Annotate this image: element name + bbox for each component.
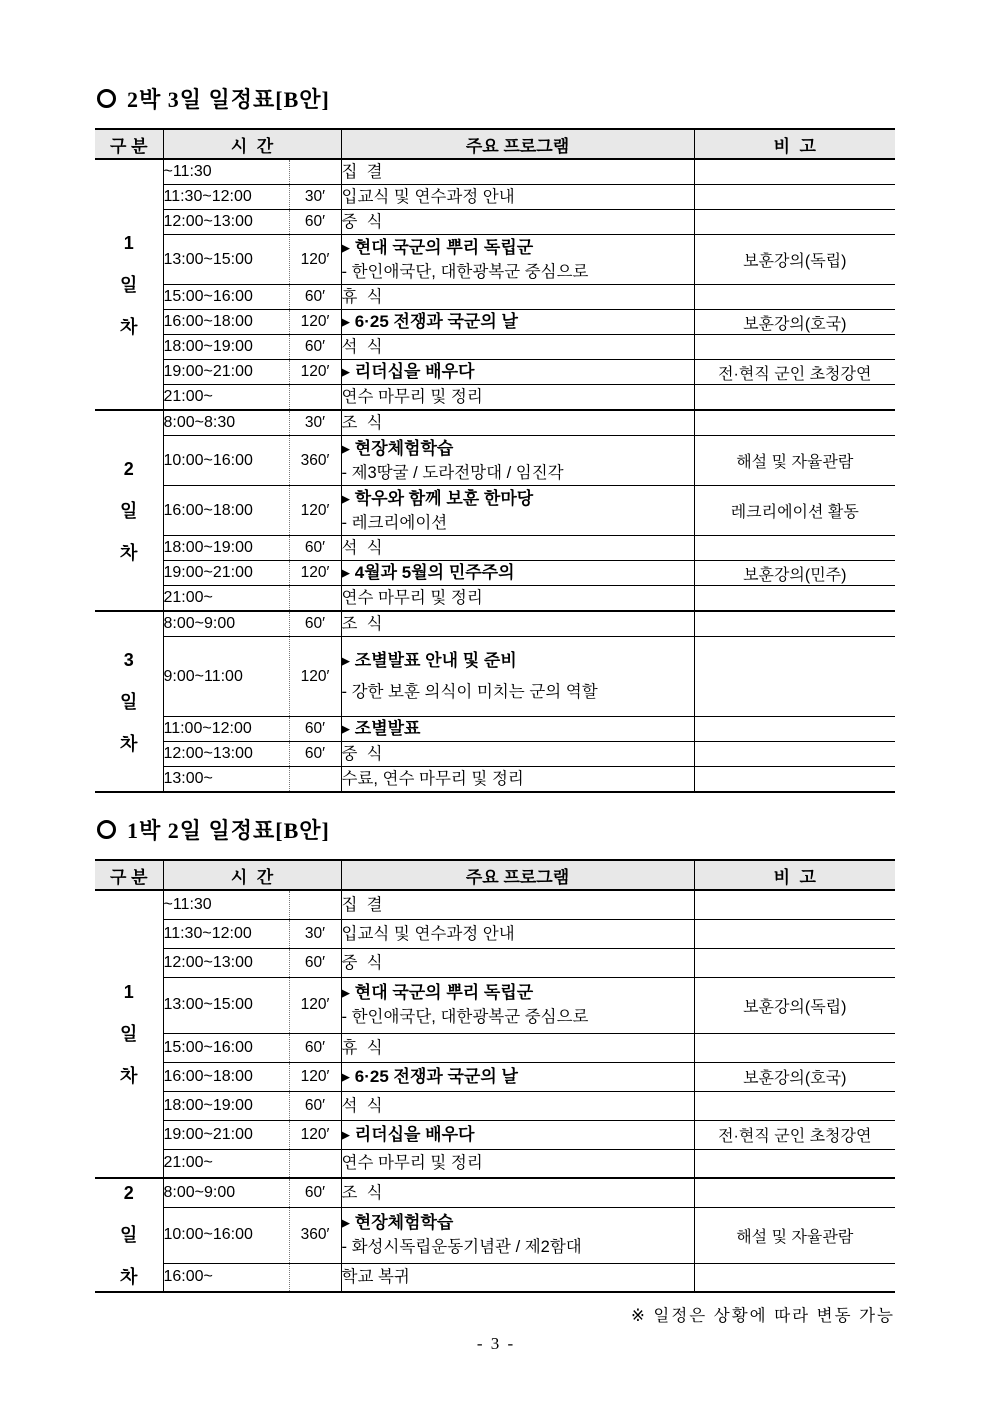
cell-program — [341, 1178, 694, 1207]
cell-program — [341, 890, 694, 919]
cell-time-range: 15:00~16:00 — [163, 1033, 289, 1062]
cell-time-range: 21:00~ — [163, 385, 289, 411]
cell-duration: 120′ — [289, 310, 341, 335]
cell-duration: 120′ — [289, 637, 341, 717]
cell-time-range: 12:00~13:00 — [163, 742, 289, 767]
cell-duration — [289, 1263, 341, 1292]
cell-duration: 30′ — [289, 185, 341, 210]
cell-note: 전·현직 군인 초청강연 — [694, 360, 895, 385]
cell-duration: 60′ — [289, 285, 341, 310]
program-line: ▸ 4월과 5월의 민주주의 — [341, 563, 515, 582]
program-line: ▸ 현장체험학습 — [341, 1213, 454, 1232]
table-row — [95, 436, 895, 486]
day-group-char: 1 — [123, 982, 134, 1002]
cell-duration: 30′ — [289, 919, 341, 948]
table-row — [95, 1033, 895, 1062]
page-number: - 3 - — [476, 1334, 516, 1353]
cell-note: 레크리에이션 활동 — [694, 486, 895, 536]
day-group-char: 차 — [120, 542, 138, 563]
cell-duration: 360′ — [289, 436, 341, 486]
cell-note — [694, 586, 895, 612]
cell-program — [341, 235, 694, 285]
cell-duration: 60′ — [289, 1033, 341, 1062]
cell-note — [694, 742, 895, 767]
cell-time-range: 18:00~19:00 — [163, 1091, 289, 1120]
cell-program — [341, 1120, 694, 1149]
table-row — [95, 1120, 895, 1149]
cell-time-range: 13:00~15:00 — [163, 977, 289, 1033]
program-line: - 레크리에이션 — [341, 513, 448, 532]
cell-note — [694, 767, 895, 793]
cell-note: 보훈강의(호국) — [694, 1062, 895, 1091]
cell-note — [694, 948, 895, 977]
program-line: 중 식 — [341, 745, 383, 763]
cell-note — [694, 335, 895, 360]
cell-duration — [289, 890, 341, 919]
program-line: ▸ 현대 국군의 뿌리 독립군 — [341, 237, 534, 257]
cell-duration: 120′ — [289, 561, 341, 586]
cell-program — [341, 948, 694, 977]
cell-duration: 30′ — [289, 410, 341, 436]
program-line: 입교식 및 연수과정 안내 — [341, 188, 515, 206]
cell-time-range: 11:00~12:00 — [163, 717, 289, 742]
table-row — [95, 410, 895, 436]
schedule-section-1n2d — [95, 815, 895, 1293]
column-header-program: 주요 프로그램 — [341, 860, 694, 890]
program-line: 연수 마무리 및 정리 — [341, 1154, 483, 1173]
cell-time-range: 13:00~15:00 — [163, 235, 289, 285]
day-group-char: 일 — [120, 274, 138, 295]
cell-duration: 120′ — [289, 977, 341, 1033]
program-line: ▸ 6·25 전쟁과 국군의 날 — [341, 1066, 518, 1086]
cell-time-range: 18:00~19:00 — [163, 536, 289, 561]
cell-note — [694, 1033, 895, 1062]
day-group-char: 1 — [123, 232, 134, 253]
table-row — [95, 1062, 895, 1091]
table-row — [95, 977, 895, 1033]
program-line: 수료, 연수 마무리 및 정리 — [341, 770, 524, 788]
cell-program — [341, 486, 694, 536]
cell-note — [694, 1263, 895, 1292]
cell-note — [694, 1149, 895, 1178]
table-row — [95, 717, 895, 742]
cell-note — [694, 717, 895, 742]
program-line: 집 결 — [341, 163, 383, 181]
cell-duration — [289, 385, 341, 411]
cell-note — [694, 1091, 895, 1120]
cell-time-range: 8:00~8:30 — [163, 410, 289, 436]
program-line: ▸ 학우와 함께 보훈 한마당 — [341, 488, 534, 508]
section-title — [97, 84, 895, 112]
cell-time-range: 16:00~18:00 — [163, 486, 289, 536]
table-row — [95, 637, 895, 717]
table-row — [95, 742, 895, 767]
cell-note — [694, 1178, 895, 1207]
program-line: 휴 식 — [341, 288, 383, 306]
cell-duration: 120′ — [289, 360, 341, 385]
program-line: ▸ 리더십을 배우다 — [341, 362, 475, 381]
cell-program — [341, 1033, 694, 1062]
cell-duration: 60′ — [289, 948, 341, 977]
cell-time-range: 16:00~18:00 — [163, 1062, 289, 1091]
day-group-char: 차 — [120, 733, 138, 754]
cell-note — [694, 285, 895, 310]
program-line: - 한인애국단, 대한광복군 중심으로 — [341, 262, 589, 281]
schedule-change-note: ※ 일정은 상황에 따라 변동 가능 — [630, 1307, 895, 1325]
program-line: ▸ 조별발표 — [341, 719, 421, 738]
table-row — [95, 335, 895, 360]
cell-note — [694, 385, 895, 411]
schedule-table — [95, 128, 895, 793]
cell-time-range: 19:00~21:00 — [163, 360, 289, 385]
program-line: ▸ 6·25 전쟁과 국군의 날 — [341, 312, 518, 331]
day-group-char: 차 — [120, 316, 138, 337]
cell-program — [341, 1207, 694, 1263]
table-row — [95, 210, 895, 235]
table-row — [95, 285, 895, 310]
day-group-label — [95, 410, 163, 611]
cell-time-range: 10:00~16:00 — [163, 1207, 289, 1263]
table-row — [95, 1149, 895, 1178]
section-title-text: 1박 2일 일정표[B안] — [127, 817, 330, 843]
cell-time-range: 8:00~9:00 — [163, 611, 289, 637]
cell-time-range: 11:30~12:00 — [163, 919, 289, 948]
table-row — [95, 919, 895, 948]
cell-program — [341, 360, 694, 385]
day-group-label — [95, 611, 163, 792]
cell-note: 보훈강의(독립) — [694, 977, 895, 1033]
header-row — [95, 129, 895, 159]
cell-program — [341, 637, 694, 717]
column-header-group: 구 분 — [95, 129, 163, 159]
table-row — [95, 185, 895, 210]
cell-note — [694, 210, 895, 235]
day-group-char: 일 — [120, 1225, 138, 1245]
cell-duration — [289, 159, 341, 185]
program-line: 석 식 — [341, 1096, 383, 1115]
section-title-text: 2박 3일 일정표[B안] — [127, 86, 330, 112]
cell-program — [341, 159, 694, 185]
cell-program — [341, 919, 694, 948]
day-group-char: 2 — [123, 458, 134, 479]
cell-duration — [289, 1149, 341, 1178]
cell-note — [694, 611, 895, 637]
cell-time-range: 21:00~ — [163, 586, 289, 612]
cell-duration: 60′ — [289, 210, 341, 235]
cell-time-range: ~11:30 — [163, 890, 289, 919]
cell-program — [341, 436, 694, 486]
cell-duration — [289, 586, 341, 612]
schedule-table — [95, 859, 895, 1293]
table-row — [95, 1207, 895, 1263]
cell-time-range: 16:00~ — [163, 1263, 289, 1292]
cell-duration: 60′ — [289, 536, 341, 561]
cell-program — [341, 210, 694, 235]
program-line: ▸ 리더십을 배우다 — [341, 1124, 475, 1144]
cell-note: 해설 및 자율관람 — [694, 436, 895, 486]
cell-program — [341, 767, 694, 793]
day-group-char: 차 — [120, 1267, 138, 1287]
cell-note — [694, 159, 895, 185]
program-line: - 제3땅굴 / 도라전망대 / 임진각 — [341, 463, 564, 482]
program-line: 연수 마무리 및 정리 — [341, 388, 483, 406]
column-header-group: 구 분 — [95, 860, 163, 890]
cell-note: 보훈강의(독립) — [694, 235, 895, 285]
cell-note — [694, 185, 895, 210]
program-line: 조 식 — [341, 1183, 383, 1202]
table-row — [95, 1178, 895, 1207]
cell-duration: 120′ — [289, 1062, 341, 1091]
schedule-section-2n3d — [95, 84, 895, 793]
table-row — [95, 536, 895, 561]
section-title — [97, 815, 895, 843]
program-line: ▸ 현장체험학습 — [341, 438, 454, 458]
program-line: 학교 복귀 — [341, 1268, 410, 1287]
cell-duration: 60′ — [289, 611, 341, 637]
table-row — [95, 486, 895, 536]
cell-program — [341, 335, 694, 360]
cell-note — [694, 536, 895, 561]
cell-program — [341, 310, 694, 335]
cell-duration — [289, 767, 341, 793]
cell-duration: 60′ — [289, 717, 341, 742]
table-row — [95, 561, 895, 586]
program-line: 입교식 및 연수과정 안내 — [341, 924, 515, 943]
cell-time-range: 18:00~19:00 — [163, 335, 289, 360]
circle-bullet-icon — [97, 89, 116, 108]
table-row — [95, 360, 895, 385]
cell-program — [341, 742, 694, 767]
cell-time-range: 12:00~13:00 — [163, 948, 289, 977]
program-line: ▸ 현대 국군의 뿌리 독립군 — [341, 983, 534, 1002]
column-header-time: 시 간 — [163, 129, 341, 159]
program-line: 중 식 — [341, 213, 383, 231]
cell-program — [341, 1062, 694, 1091]
cell-duration: 60′ — [289, 1091, 341, 1120]
day-group-char: 차 — [120, 1066, 138, 1086]
day-group-char: 2 — [123, 1183, 134, 1203]
program-line: - 화성시독립운동기념관 / 제2함대 — [341, 1238, 582, 1256]
cell-time-range: 15:00~16:00 — [163, 285, 289, 310]
cell-program — [341, 285, 694, 310]
cell-program — [341, 561, 694, 586]
cell-time-range: 19:00~21:00 — [163, 1120, 289, 1149]
cell-time-range: 13:00~ — [163, 767, 289, 793]
cell-duration: 60′ — [289, 335, 341, 360]
table-row — [95, 948, 895, 977]
day-group-char: 일 — [120, 1024, 138, 1044]
column-header-program: 주요 프로그램 — [341, 129, 694, 159]
program-line: 석 식 — [341, 539, 383, 557]
day-group-label — [95, 159, 163, 410]
day-group-char: 3 — [123, 649, 134, 670]
cell-program — [341, 1149, 694, 1178]
table-row — [95, 385, 895, 411]
table-row — [95, 235, 895, 285]
cell-time-range: 10:00~16:00 — [163, 436, 289, 486]
cell-duration: 60′ — [289, 1178, 341, 1207]
cell-note: 보훈강의(호국) — [694, 310, 895, 335]
cell-time-range: 21:00~ — [163, 1149, 289, 1178]
cell-program — [341, 1091, 694, 1120]
column-header-time: 시 간 — [163, 860, 341, 890]
cell-program — [341, 586, 694, 612]
program-line: ▸ 조별발표 안내 및 준비 — [341, 651, 517, 670]
circle-bullet-icon — [97, 820, 116, 839]
program-line: 석 식 — [341, 338, 383, 356]
column-header-note: 비 고 — [694, 129, 895, 159]
cell-program — [341, 977, 694, 1033]
cell-duration: 60′ — [289, 742, 341, 767]
table-row — [95, 611, 895, 637]
cell-note: 보훈강의(민주) — [694, 561, 895, 586]
cell-note: 해설 및 자율관람 — [694, 1207, 895, 1263]
program-line: - 한인애국단, 대한광복군 중심으로 — [341, 1008, 589, 1026]
day-group-label — [95, 1178, 163, 1292]
cell-note — [694, 919, 895, 948]
day-group-label — [95, 890, 163, 1178]
cell-note — [694, 890, 895, 919]
day-group-char: 일 — [120, 500, 138, 521]
program-line: 연수 마무리 및 정리 — [341, 589, 483, 607]
cell-duration: 120′ — [289, 486, 341, 536]
table-row — [95, 159, 895, 185]
table-row — [95, 310, 895, 335]
table-row — [95, 890, 895, 919]
cell-duration: 120′ — [289, 1120, 341, 1149]
cell-note: 전·현직 군인 초청강연 — [694, 1120, 895, 1149]
program-line: - 강한 보훈 의식이 미치는 군의 역할 — [341, 683, 598, 701]
table-row — [95, 1263, 895, 1292]
program-line: 휴 식 — [341, 1038, 383, 1057]
cell-program — [341, 717, 694, 742]
cell-program — [341, 185, 694, 210]
cell-program — [341, 385, 694, 411]
cell-time-range: 11:30~12:00 — [163, 185, 289, 210]
cell-note — [694, 410, 895, 436]
cell-note — [694, 637, 895, 717]
table-row — [95, 767, 895, 793]
cell-duration: 120′ — [289, 235, 341, 285]
cell-duration: 360′ — [289, 1207, 341, 1263]
column-header-note: 비 고 — [694, 860, 895, 890]
program-line: 조 식 — [341, 615, 383, 633]
header-row — [95, 860, 895, 890]
table-row — [95, 1091, 895, 1120]
cell-time-range: 16:00~18:00 — [163, 310, 289, 335]
cell-program — [341, 1263, 694, 1292]
cell-time-range: ~11:30 — [163, 159, 289, 185]
cell-time-range: 9:00~11:00 — [163, 637, 289, 717]
table-row — [95, 586, 895, 612]
cell-program — [341, 410, 694, 436]
program-line: 집 결 — [341, 895, 383, 914]
cell-program — [341, 536, 694, 561]
program-line: 중 식 — [341, 953, 383, 972]
cell-time-range: 19:00~21:00 — [163, 561, 289, 586]
cell-time-range: 12:00~13:00 — [163, 210, 289, 235]
program-line: 조 식 — [341, 414, 383, 432]
day-group-char: 일 — [120, 691, 138, 712]
cell-program — [341, 611, 694, 637]
cell-time-range: 8:00~9:00 — [163, 1178, 289, 1207]
